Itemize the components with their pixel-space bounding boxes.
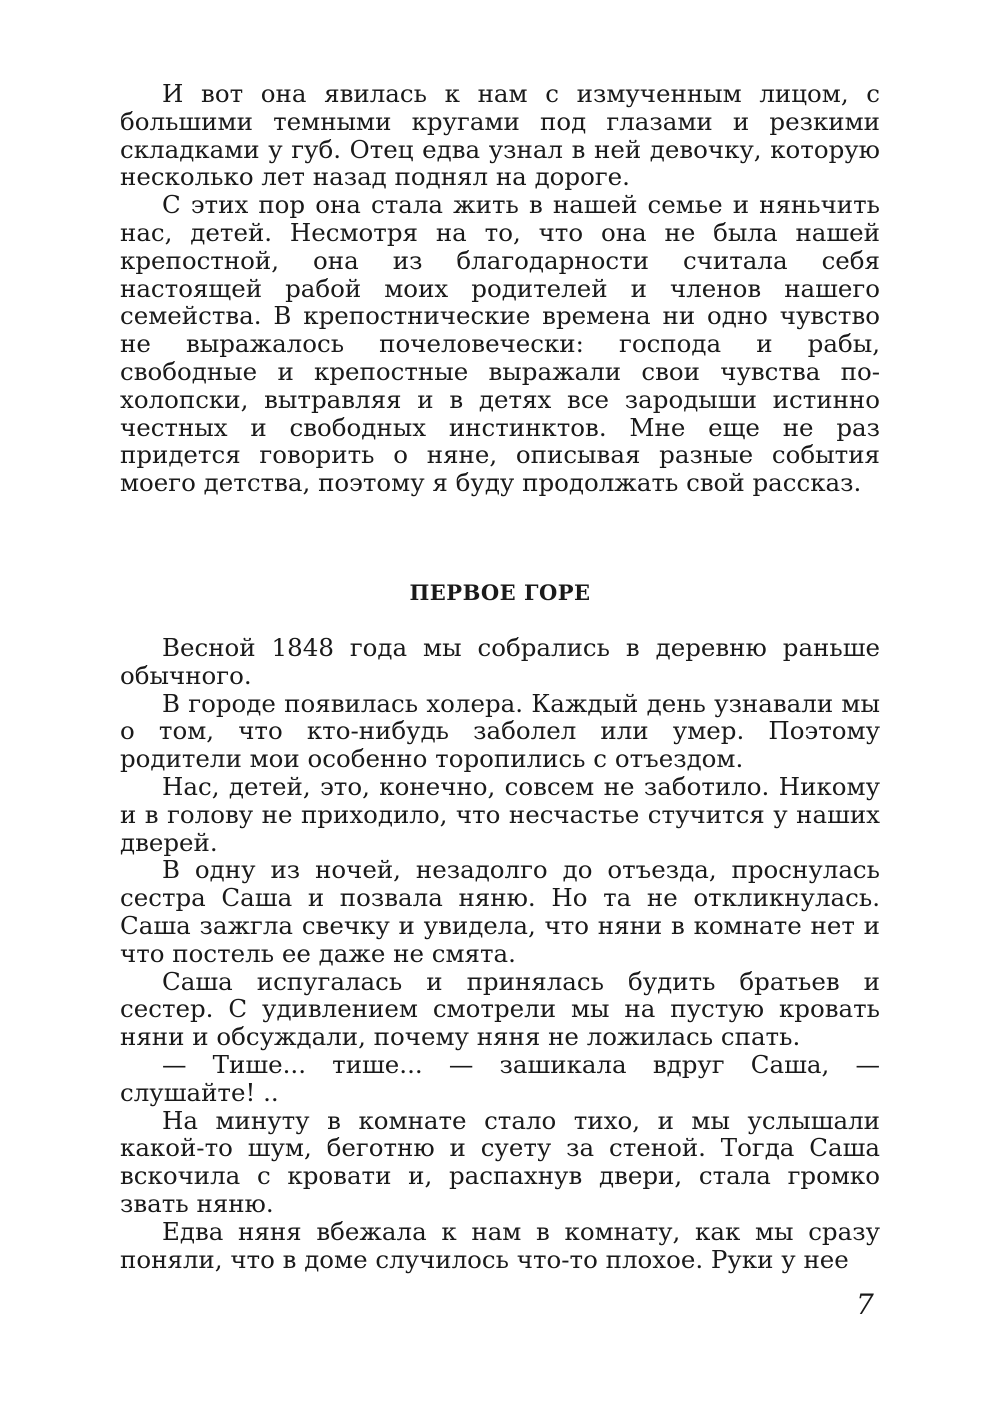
- paragraph: В одну из ночей, незадолго до отъезда, проснулась сестра Саша и позвала няню. Но та не откликнулась. Саша зажгла свечку и увидела, что няни в комнате нет и что постель ее даже не смята.: [120, 855, 880, 968]
- paragraph: В городе появилась холера. Каждый день узнавали мы о том, что кто-нибудь заболел или умер. Поэтому родители мои особенно торопились с отъездом.: [120, 688, 880, 774]
- paragraph: С этих пор она стала жить в нашей семье и няньчить нас, детей. Несмотря на то, что она не была нашей крепостной, она из благодарности считала себя настоящей рабой моих родителей и членов нашего семейства. В крепостнические времена ни одно чувство не выражалось почеловечески: господа и рабы, свободные и крепостные выражали свои чувства по-холопски, вытравляя и в детях все зародыши истинно честных и свободных инстинктов. Мне еще не раз придется говорить о няне, описывая разные события моего детства, поэтому я буду продолжать свой рассказ.: [120, 190, 880, 498]
- paragraph: Едва няня вбежала к нам в комнату, как мы сразу поняли, что в доме случилось что-то плохое. Руки у нее: [120, 1216, 880, 1274]
- paragraph: Саша испугалась и принялась будить братьев и сестер. С удивлением смотрели мы на пустую кровать няни и обсуждали, почему няня не ложилась спать.: [120, 966, 880, 1052]
- paragraph: На минуту в комнате стало тихо, и мы услышали какой-то шум, беготню и суету за стеной. Тогда Саша вскочила с кровати и, распахнув двери, стала громко звать няню.: [120, 1105, 880, 1218]
- top-text-block: [120, 80, 880, 497]
- paragraph: Нас, детей, это, конечно, совсем не заботило. Никому и в голову не приходило, что несчастье стучится у наших дверей.: [120, 771, 880, 857]
- dialogue-paragraph: — Тише... тише... — зашикала вдруг Саша, — слушайте! ..: [120, 1049, 880, 1107]
- chapter-text-block: [120, 634, 880, 1273]
- chapter-title: ПЕРВОЕ ГОРЕ: [409, 580, 591, 605]
- page-number: 7: [856, 1288, 874, 1321]
- paragraph: Весной 1848 года мы собрались в деревню раньше обычного.: [120, 633, 880, 690]
- paragraph: И вот она явилась к нам с измученным лицом, с большими темными кругами под глазами и резкими складками у губ. Отец едва узнал в ней девочку, которую несколько лет назад поднял на дороге.: [120, 79, 880, 192]
